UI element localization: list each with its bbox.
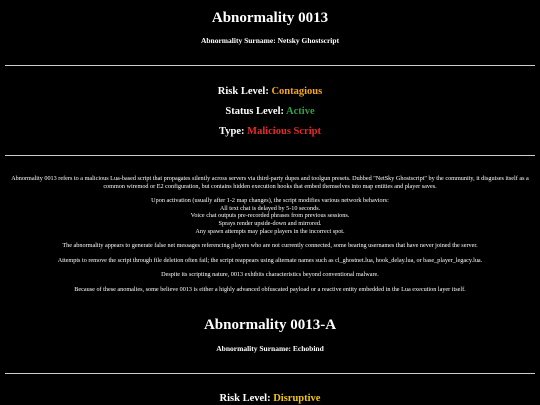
page-title: Abnormality 0013 bbox=[211, 10, 329, 26]
type bbox=[0, 126, 540, 138]
behavior-item: All text chat is delayed by 5-10 seconds. bbox=[219, 204, 321, 212]
section-title: Abnormality 0013-A bbox=[203, 316, 337, 333]
behavior-item: Any spawn attempts may place players in the incorrect spot. bbox=[195, 227, 345, 235]
risk-level bbox=[0, 393, 540, 405]
risk-level bbox=[0, 86, 540, 98]
behavior-item: Sprays render upside-down and mirrored. bbox=[218, 219, 322, 227]
risk-level-value: Contagious bbox=[271, 86, 323, 97]
divider bbox=[5, 65, 535, 66]
abnormality-surname: Abnormality Surname: Netsky Ghostscript bbox=[200, 36, 340, 45]
behavior-item: Voice chat outputs pre-recorded phrases from previous sessions. bbox=[190, 212, 350, 220]
description-paragraph: Abnormality 0013 refers to a malicious Lua-based script that propagates silently across servers via third-party dupes and toolgun presets. Dubbed "NetSky Ghostscript" by the community, it disguises itself as a common wiremod or E2 configuration, but contains hidden execution hooks that embed themselves into map entities and player saves. bbox=[11, 175, 529, 190]
description-paragraph: Attempts to remove the script through file deletion often fail; the script reappears using alternate names such as cl_ghostnet.lua, hook_delay.lua, or base_player_legacy.lua. bbox=[57, 256, 483, 264]
status-level-value: Active bbox=[286, 106, 315, 117]
description-paragraph: Because of these anomalies, some believe 0013 is either a highly advanced obfuscated payload or a reactive entity embedded in the Lua execution layer itself. bbox=[74, 285, 466, 293]
type-label: Type: bbox=[219, 126, 245, 137]
type-value: Malicious Script bbox=[247, 126, 321, 137]
behavior-list bbox=[10, 197, 530, 235]
risk-level-value: Disruptive bbox=[273, 392, 321, 404]
risk-level-label: Risk Level: bbox=[219, 392, 271, 404]
status-level bbox=[0, 106, 540, 118]
description-paragraph: Despite its scripting nature, 0013 exhibits characteristics beyond conventional malware. bbox=[161, 271, 379, 279]
divider bbox=[5, 373, 535, 374]
divider bbox=[5, 155, 535, 156]
description-paragraph: The abnormality appears to generate false net messages referencing players who are not currently connected, some bearing usernames that have never joined the server. bbox=[62, 242, 478, 250]
abnormality-surname: Abnormality Surname: Echobind bbox=[216, 343, 324, 353]
status-level-label: Status Level: bbox=[225, 106, 284, 117]
behavior-intro: Upon activation (usually after 1-2 map changes), the script modifies various network behaviors: bbox=[151, 197, 389, 205]
risk-level-label: Risk Level: bbox=[217, 86, 269, 97]
